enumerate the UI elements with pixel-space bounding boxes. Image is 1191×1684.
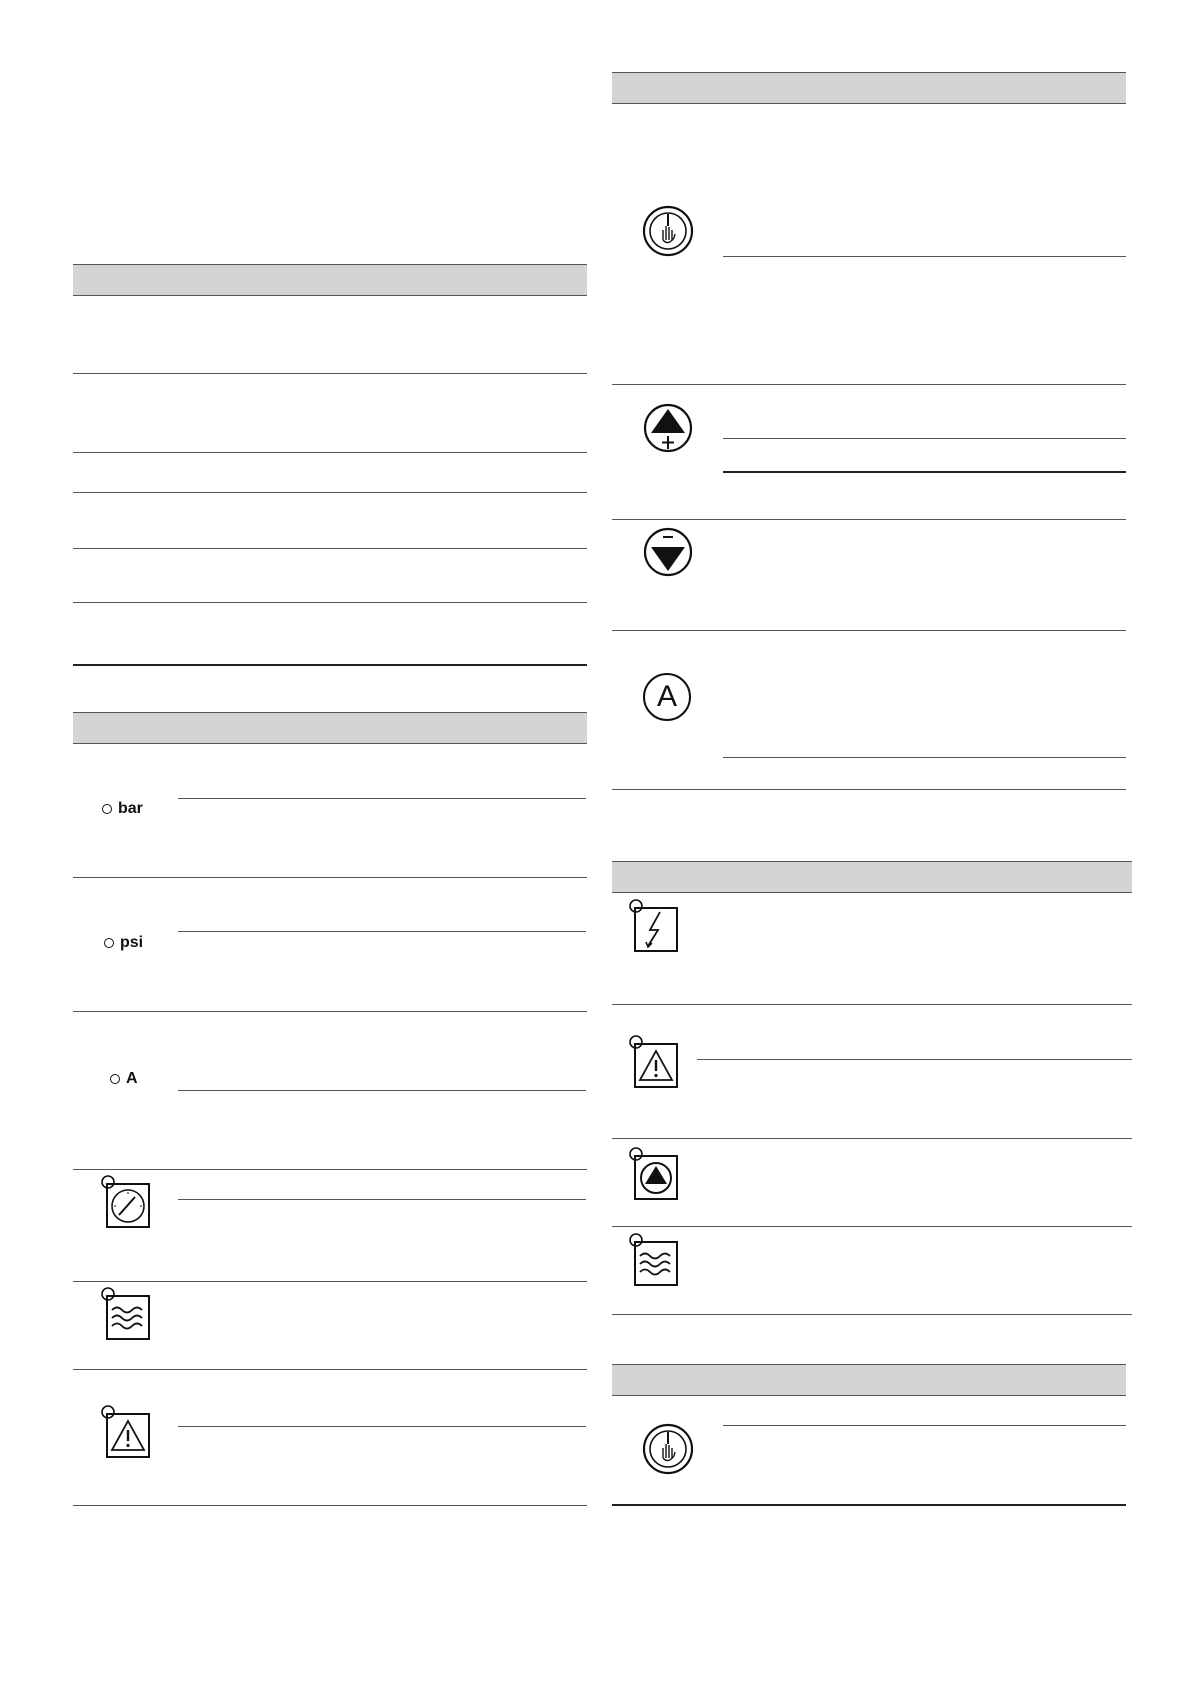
psi-indicator: [104, 934, 143, 952]
table1-header: [73, 264, 587, 296]
table1-row-divider: [73, 452, 587, 453]
table4-row-divider: [612, 1004, 1132, 1005]
table2-sub-divider: [178, 1426, 586, 1427]
table3-sub-divider: [723, 438, 1126, 439]
table5-header: [612, 1364, 1126, 1396]
led-dot: [104, 938, 114, 948]
table2-sub-divider: [178, 931, 586, 932]
bar-indicator: [102, 800, 143, 818]
led-dot: [102, 804, 112, 814]
table1-row-divider: [73, 373, 587, 374]
table1-row-divider: [73, 492, 587, 493]
table4-row-divider: [612, 1138, 1132, 1139]
table3-sub-divider: [723, 256, 1126, 257]
table4-header: [612, 861, 1132, 893]
power-hand-icon: [641, 1422, 695, 1476]
table2-header: [73, 712, 587, 744]
arrow-up-plus-icon: [643, 403, 693, 453]
warning-triangle-icon: [628, 1034, 680, 1090]
table5-sub-divider: [723, 1425, 1126, 1426]
table3-bottom-rule: [612, 789, 1126, 790]
table2-row-divider: [73, 1169, 587, 1170]
led-dot: [110, 1074, 120, 1084]
amp-indicator: [110, 1070, 138, 1088]
water-waves-icon: [100, 1286, 152, 1342]
bar-label: bar: [118, 800, 143, 817]
table3-sub-divider: [723, 757, 1126, 758]
table2-row-divider: [73, 1369, 587, 1370]
table2-bottom-rule: [73, 1505, 587, 1506]
pump-icon: [628, 1146, 680, 1202]
psi-label: psi: [120, 934, 144, 951]
gauge-icon: [100, 1174, 152, 1230]
table1-row-divider: [73, 602, 587, 603]
table3-row-divider: [612, 519, 1126, 520]
table2-sub-divider: [178, 1199, 586, 1200]
table2-row-divider: [73, 877, 587, 878]
table2-row-divider: [73, 1011, 587, 1012]
auto-a-button-icon: [643, 673, 691, 721]
table1-row-divider: [73, 548, 587, 549]
table3-row-divider: [612, 384, 1126, 385]
table4-bottom-rule: [612, 1314, 1132, 1315]
table4-sub-divider: [697, 1059, 1132, 1060]
auto-a-label: A: [656, 680, 677, 713]
arrow-down-minus-icon: [643, 527, 693, 577]
table5-bottom-rule: [612, 1504, 1126, 1506]
table2-row-divider: [73, 1281, 587, 1282]
table4-row-divider: [612, 1226, 1132, 1227]
table2-sub-divider: [178, 1090, 586, 1091]
lightning-icon: [628, 898, 680, 954]
water-waves-icon: [628, 1232, 680, 1288]
table2-sub-divider: [178, 798, 586, 799]
power-hand-icon: [641, 204, 695, 258]
table3-header: [612, 72, 1126, 104]
table1-bottom-rule: [73, 664, 587, 666]
table3-sub-divider: [723, 471, 1126, 473]
amp-label: A: [126, 1070, 138, 1087]
warning-triangle-icon: [100, 1404, 152, 1460]
table3-row-divider: [612, 630, 1126, 631]
